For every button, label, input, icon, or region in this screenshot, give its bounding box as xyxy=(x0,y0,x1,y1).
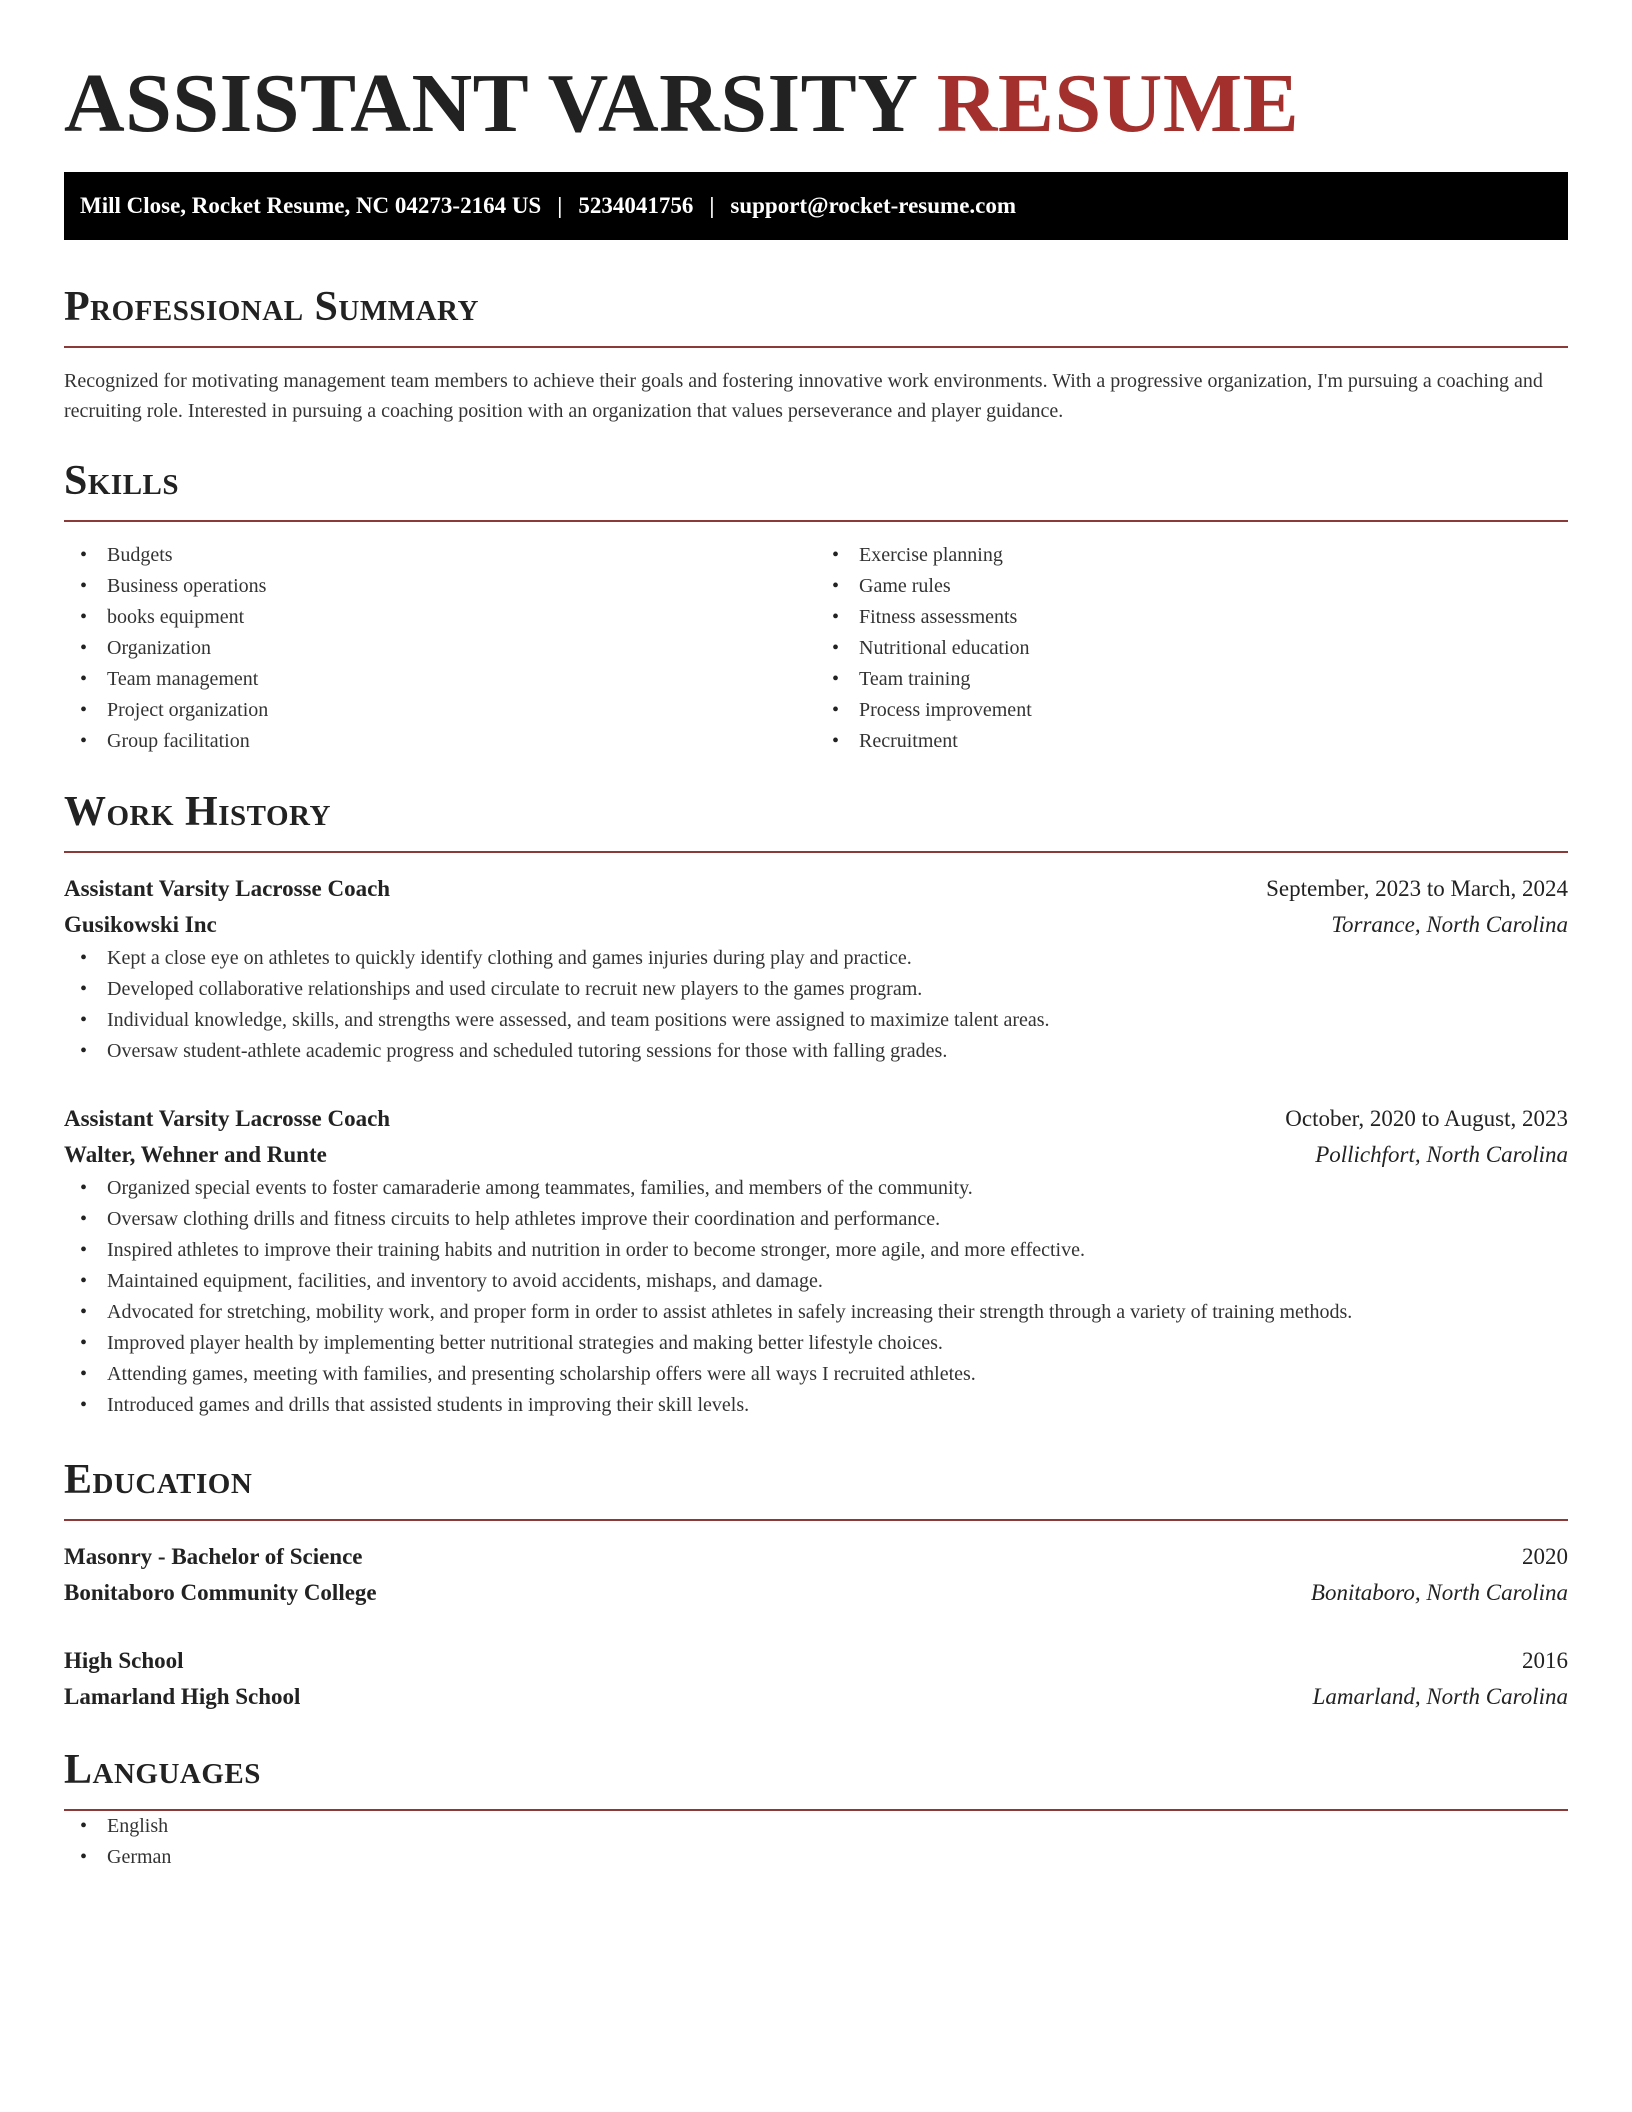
contact-separator: | xyxy=(557,193,563,218)
education-header-row xyxy=(64,1539,1568,1575)
skill-item: • Budgets xyxy=(107,540,816,571)
skill-item: • Team training xyxy=(859,664,1568,695)
skill-item: • Nutritional education xyxy=(859,633,1568,664)
education-entry xyxy=(64,1539,1568,1611)
skill-item: • Process improvement xyxy=(859,695,1568,726)
job-bullet: • Developed collaborative relationships and used circulate to recruit new players to the games program. xyxy=(107,974,1568,1005)
job-bullet: • Oversaw clothing drills and fitness circuits to help athletes improve their coordination and performance. xyxy=(107,1204,1568,1235)
section-divider xyxy=(64,520,1568,522)
job-entry xyxy=(64,871,1568,1067)
language-item: • German xyxy=(107,1842,1568,1873)
education-section xyxy=(64,1455,1568,1715)
skill-item: • Group facilitation xyxy=(107,726,816,757)
skill-item: • books equipment xyxy=(107,602,816,633)
section-heading: Professional Summary xyxy=(64,284,479,330)
professional-summary-section xyxy=(64,282,1568,426)
job-title: Assistant Varsity Lacrosse Coach xyxy=(64,876,391,901)
job-bullet: • Oversaw student-athlete academic progress and scheduled tutoring sessions for those with falling grades. xyxy=(107,1036,1568,1067)
section-divider xyxy=(64,346,1568,348)
job-entry xyxy=(64,1101,1568,1421)
skill-item: • Business operations xyxy=(107,571,816,602)
summary-text: Recognized for motivating management team members to achieve their goals and fostering innovative work environments. With a progressive organization, I'm pursuing a coaching and recruiting role. Interested in pursuing a coaching position with an organization that values perseverance and player guidance. xyxy=(64,370,1543,422)
job-company-row xyxy=(64,907,1568,943)
skill-item: • Fitness assessments xyxy=(859,602,1568,633)
section-heading: Languages xyxy=(64,1747,261,1793)
education-degree: Masonry - Bachelor of Science xyxy=(64,1544,363,1569)
job-company-row xyxy=(64,1137,1568,1173)
job-bullet: • Introduced games and drills that assisted students in improving their skill levels. xyxy=(107,1390,1568,1421)
job-company: Walter, Wehner and Runte xyxy=(64,1142,327,1167)
education-school-row xyxy=(64,1575,1568,1611)
work-history-section xyxy=(64,787,1568,1421)
job-header-row xyxy=(64,1101,1568,1137)
skill-item: • Exercise planning xyxy=(859,540,1568,571)
contact-address: Mill Close, Rocket Resume, NC 04273-2164 US xyxy=(80,193,542,218)
education-header-row xyxy=(64,1643,1568,1679)
education-location: Lamarland, North Carolina xyxy=(1312,1684,1568,1709)
contact-bar xyxy=(64,172,1568,240)
section-heading: Skills xyxy=(64,458,180,504)
job-location: Pollichfort, North Carolina xyxy=(1315,1142,1568,1167)
job-dates: September, 2023 to March, 2024 xyxy=(1266,876,1568,901)
section-heading: Work History xyxy=(64,789,331,835)
education-school: Bonitaboro Community College xyxy=(64,1580,377,1605)
job-company: Gusikowski Inc xyxy=(64,912,217,937)
skill-item: • Project organization xyxy=(107,695,816,726)
skill-item: • Organization xyxy=(107,633,816,664)
job-bullet: • Individual knowledge, skills, and strengths were assessed, and team positions were assigned to maximize talent areas. xyxy=(107,1005,1568,1036)
job-header-row xyxy=(64,871,1568,907)
skills-section xyxy=(64,456,1568,757)
contact-email: support@rocket-resume.com xyxy=(730,193,1017,218)
title-accent: RESUME xyxy=(936,57,1300,150)
job-bullet: • Improved player health by implementing better nutritional strategies and making better lifestyle choices. xyxy=(107,1328,1568,1359)
section-heading: Education xyxy=(64,1457,253,1503)
job-bullet: • Organized special events to foster camaraderie among teammates, families, and members of the community. xyxy=(107,1173,1568,1204)
skills-column-right xyxy=(816,540,1568,757)
language-item: • English xyxy=(107,1811,1568,1842)
contact-phone: 5234041756 xyxy=(578,193,694,218)
education-school-row xyxy=(64,1679,1568,1715)
contact-separator: | xyxy=(709,193,715,218)
job-bullet: • Attending games, meeting with families, and presenting scholarship offers were all ways I recruited athletes. xyxy=(107,1359,1568,1390)
title-main: ASSISTANT VARSITY xyxy=(64,57,916,150)
skills-column-left xyxy=(64,540,816,757)
job-bullet: • Kept a close eye on athletes to quickly identify clothing and games injuries during play and practice. xyxy=(107,943,1568,974)
job-bullet: • Inspired athletes to improve their training habits and nutrition in order to become stronger, more agile, and more effective. xyxy=(107,1235,1568,1266)
resume-title xyxy=(64,56,1568,152)
section-divider xyxy=(64,851,1568,853)
education-degree: High School xyxy=(64,1648,184,1673)
education-year: 2016 xyxy=(1522,1648,1568,1673)
education-school: Lamarland High School xyxy=(64,1684,301,1709)
languages-section xyxy=(64,1745,1568,1873)
skills-grid xyxy=(64,540,1568,757)
job-bullets xyxy=(64,943,1568,1067)
skill-item: • Game rules xyxy=(859,571,1568,602)
languages-list xyxy=(64,1811,1568,1873)
education-year: 2020 xyxy=(1522,1544,1568,1569)
job-bullet: • Advocated for stretching, mobility work, and proper form in order to assist athletes in safely increasing their strength through a variety of training methods. xyxy=(107,1297,1568,1328)
skill-item: • Team management xyxy=(107,664,816,695)
job-location: Torrance, North Carolina xyxy=(1331,912,1568,937)
section-divider xyxy=(64,1519,1568,1521)
job-bullet: • Maintained equipment, facilities, and inventory to avoid accidents, mishaps, and damage. xyxy=(107,1266,1568,1297)
education-entry xyxy=(64,1643,1568,1715)
job-dates: October, 2020 to August, 2023 xyxy=(1285,1106,1568,1131)
job-title: Assistant Varsity Lacrosse Coach xyxy=(64,1106,391,1131)
education-location: Bonitaboro, North Carolina xyxy=(1310,1580,1568,1605)
skill-item: • Recruitment xyxy=(859,726,1568,757)
job-bullets xyxy=(64,1173,1568,1421)
